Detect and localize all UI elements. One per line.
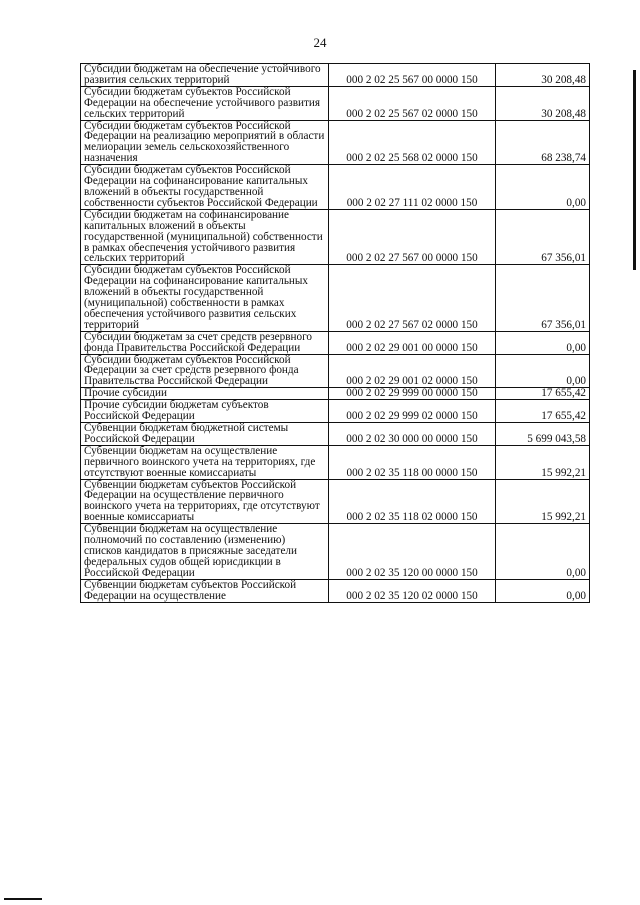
table-row: [81, 209, 590, 265]
row-name: Прочие субсидии: [81, 388, 329, 400]
row-name: Субсидии бюджетам субъектов Российской Федерации на обеспечение устойчивого развития сельских территорий: [81, 86, 329, 120]
row-amount: 30 208,48: [496, 64, 590, 87]
row-code: 000 2 02 27 111 02 0000 150: [329, 165, 496, 210]
row-amount: 0,00: [496, 165, 590, 210]
row-amount: 0,00: [496, 524, 590, 580]
table-row: [81, 479, 590, 524]
row-code: 000 2 02 25 568 02 0000 150: [329, 120, 496, 165]
row-amount: 15 992,21: [496, 479, 590, 524]
table-row: [81, 388, 590, 400]
row-code: 000 2 02 25 567 02 0000 150: [329, 86, 496, 120]
row-name: Субвенции бюджетам субъектов Российской Федерации на осуществление: [81, 579, 329, 602]
row-amount: 17 655,42: [496, 400, 590, 423]
table-row: [81, 579, 590, 602]
row-name: Субсидии бюджетам на обеспечение устойчивого развития сельских территорий: [81, 64, 329, 87]
row-code: 000 2 02 27 567 02 0000 150: [329, 265, 496, 331]
row-code: 000 2 02 35 118 02 0000 150: [329, 479, 496, 524]
scan-edge-mark: [4, 898, 42, 900]
row-amount: 15 992,21: [496, 445, 590, 479]
row-code: 000 2 02 35 120 02 0000 150: [329, 579, 496, 602]
row-name: Субвенции бюджетам субъектов Российской Федерации на осуществление первичного воинского учета на территориях, где отсутствуют военные комиссариаты: [81, 479, 329, 524]
table-row: [81, 354, 590, 388]
row-name: Субвенции бюджетам бюджетной системы Российской Федерации: [81, 423, 329, 446]
row-name: Субсидии бюджетам субъектов Российской Федерации за счет средств резервного фонда Правительства Российской Федерации: [81, 354, 329, 388]
budget-revenue-table: [80, 63, 590, 603]
row-amount: 67 356,01: [496, 265, 590, 331]
scan-edge-mark: [633, 70, 636, 270]
row-amount: 17 655,42: [496, 388, 590, 400]
row-name: Субсидии бюджетам субъектов Российской Федерации на софинансирование капитальных вложений в объекты государственной собственности субъектов Российской Федерации: [81, 165, 329, 210]
row-name: Прочие субсидии бюджетам субъектов Российской Федерации: [81, 400, 329, 423]
row-code: 000 2 02 27 567 00 0000 150: [329, 209, 496, 265]
table-row: [81, 331, 590, 354]
row-code: 000 2 02 35 120 00 0000 150: [329, 524, 496, 580]
row-amount: 67 356,01: [496, 209, 590, 265]
page-number: 24: [313, 35, 327, 50]
row-code: 000 2 02 29 001 00 0000 150: [329, 331, 496, 354]
table-row: [81, 400, 590, 423]
row-name: Субсидии бюджетам за счет средств резервного фонда Правительства Российской Федерации: [81, 331, 329, 354]
table-row: [81, 445, 590, 479]
row-amount: 0,00: [496, 331, 590, 354]
table-row: [81, 423, 590, 446]
row-name: Субсидии бюджетам субъектов Российской Федерации на реализацию мероприятий в области мелиорации земель сельскохозяйственного назначения: [81, 120, 329, 165]
row-code: 000 2 02 29 999 02 0000 150: [329, 400, 496, 423]
table-row: [81, 64, 590, 87]
table-row: [81, 120, 590, 165]
row-code: 000 2 02 30 000 00 0000 150: [329, 423, 496, 446]
row-amount: 68 238,74: [496, 120, 590, 165]
row-code: 000 2 02 29 999 00 0000 150: [329, 388, 496, 400]
table-row: [81, 524, 590, 580]
row-amount: 0,00: [496, 354, 590, 388]
row-amount: 30 208,48: [496, 86, 590, 120]
table-row: [81, 265, 590, 331]
row-amount: 5 699 043,58: [496, 423, 590, 446]
row-name: Субсидии бюджетам на софинансирование капитальных вложений в объекты государственной (муниципальной) собственности в рамках обеспечения устойчивого развития сельских территорий: [81, 209, 329, 265]
row-code: 000 2 02 35 118 00 0000 150: [329, 445, 496, 479]
row-amount: 0,00: [496, 579, 590, 602]
row-name: Субвенции бюджетам на осуществление первичного воинского учета на территориях, где отсутствуют военные комиссариаты: [81, 445, 329, 479]
row-name: Субсидии бюджетам субъектов Российской Федерации на софинансирование капитальных вложений в объекты государственной (муниципальной) собственности в рамках обеспечения устойчивого развития сельских территорий: [81, 265, 329, 331]
table-row: [81, 165, 590, 210]
row-code: 000 2 02 29 001 02 0000 150: [329, 354, 496, 388]
row-code: 000 2 02 25 567 00 0000 150: [329, 64, 496, 87]
row-name: Субвенции бюджетам на осуществление полномочий по составлению (изменению) списков кандидатов в присяжные заседатели федеральных судов общей юрисдикции в Российской Федерации: [81, 524, 329, 580]
table-row: [81, 86, 590, 120]
